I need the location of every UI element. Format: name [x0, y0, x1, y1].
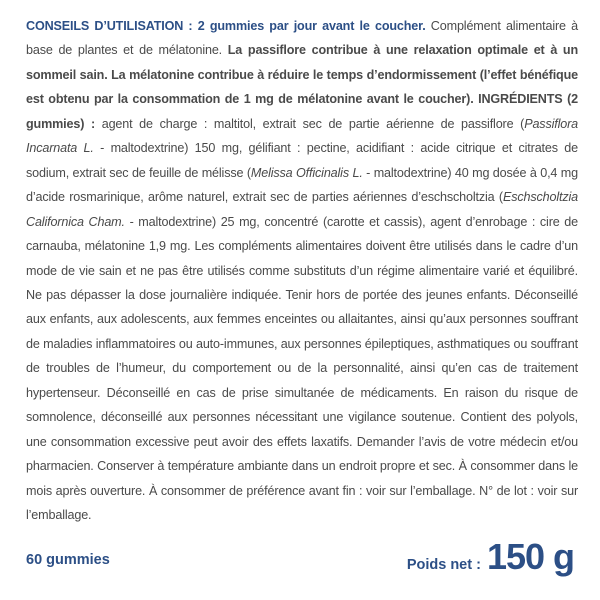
ingredients-text-3: - maltodextrine) 40 mg dosée à 0,4 mg d’acide rosmarinique, arôme naturel, extrait sec de parties aériennes d’eschscholtzia ( — [26, 165, 578, 205]
ingredients-text-1: agent de charge : maltitol, extrait sec de partie aérienne de passiflore ( — [95, 116, 525, 131]
ingredients-text-4: - maltodextrine) 25 mg, concentré (carotte et cassis), agent d’enrobage : cire de carnauba, mélatonine 1,9 mg. Les compléments alimentaires doivent être utilisés dans le cadre d’un mode de vie sain et ne pas être utilisés comme substituts d’un régime alimentaire varié et équilibré. Ne pas dépasser la dose journalière indiquée. Tenir hors de portée des jeunes enfants. Déconseillé aux enfants, aux adolescents, aux femmes enceintes ou allaitantes, ainsi qu’aux personnes souffrant de maladies inflammatoires ou auto-immunes, aux personnes épileptiques, asthmatiques ou souffrant de troubles de l’humeur, du comportement ou de la personnalité, ainsi qu’en cas de traitement hypertenseur. Déconseillé en cas de prise simultanée de médicaments. En raison du risque de somnolence, déconseillé aux personnes nécessitant une vigilance soutenue. Contient des polyols, une consommation excessive peut avoir des effets laxatifs. Demander l’avis de votre médecin et/ou pharmacien. Conserver à température ambiante dans un endroit propre et sec. À consommer dans le mois après ouverture. À consommer de préférence avant fin : voir sur l’emballage. N° de lot : voir sur l’emballage. — [26, 214, 579, 523]
melissa-latin-name: Melissa Officinalis L. — [250, 165, 363, 180]
eschscholtzia-latin-name: Eschscholtzia Californica Cham. — [26, 190, 578, 229]
ingredients-heading: INGRÉDIENTS (2 gummies) : — [26, 92, 578, 131]
label-text-block — [26, 14, 578, 528]
intro-text: Complément alimentaire à base de plantes et de mélatonine. — [26, 19, 578, 58]
passiflora-latin-name: Passiflora Incarnata L. — [26, 116, 578, 156]
net-weight-value: 150 g — [486, 536, 574, 577]
label-footer — [26, 536, 574, 586]
net-weight-label: Poids net : — [406, 557, 481, 573]
ingredients-text-2: - maltodextrine) 150 mg, gélifiant : pectine, acidifiant : acide citrique et citrates de sodium, extrait sec de feuille de mélisse ( — [26, 141, 579, 180]
health-claim: La passiflore contribue à une relaxation optimale et à un sommeil sain. La mélatonine contribue à réduire le temps d’endormissement (l’effet bénéfique est obtenu par la consommation de 1 mg de mélatonine avant le coucher). — [26, 43, 578, 107]
usage-heading: CONSEILS D’UTILISATION : 2 gummies par jour avant le coucher. — [26, 19, 426, 33]
net-weight — [407, 536, 574, 578]
gummies-count: 60 gummies — [26, 552, 110, 568]
